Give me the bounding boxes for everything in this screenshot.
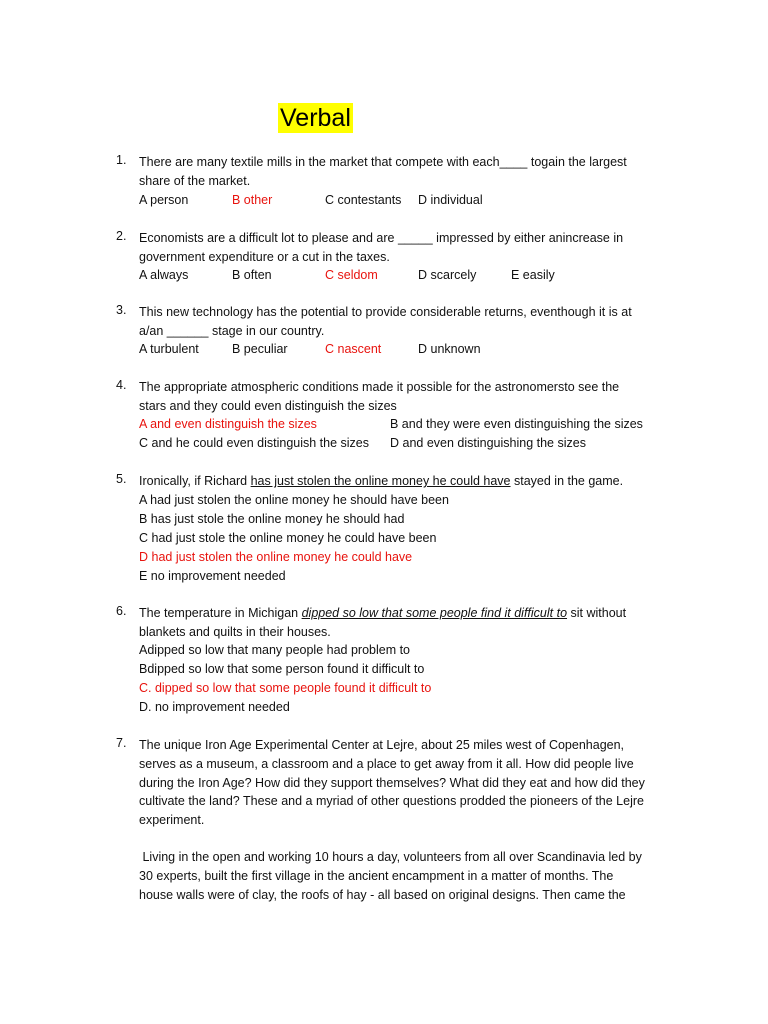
answer-option: D. no improvement needed: [139, 700, 290, 714]
answer-option-correct: C nascent: [325, 342, 382, 356]
passage-line: Living in the open and working 10 hours a day, volunteers from all over Scandinavia led by: [139, 850, 642, 864]
question-number: 7.: [116, 736, 127, 750]
answer-option-correct: B other: [232, 193, 273, 207]
question-number: 5.: [116, 472, 127, 486]
answer-option: B has just stole the online money he should had: [139, 512, 405, 526]
answer-option: C contestants: [325, 193, 402, 207]
underlined-phrase: has just stolen the online money he could have: [250, 474, 511, 488]
answer-option: B often: [232, 268, 272, 282]
question-text-pre: The temperature in Michigan: [139, 606, 302, 620]
passage-line: house walls were of clay, the roofs of hay - all based on original designs. Then came the: [139, 888, 626, 902]
answer-option-correct: C. dipped so low that some people found it difficult to: [139, 681, 432, 695]
answer-option: B peculiar: [232, 342, 288, 356]
answer-option-correct: D had just stolen the online money he could have: [139, 550, 413, 564]
question-text-line: a/an ______ stage in our country.: [139, 324, 325, 338]
question-text-line: blankets and quilts in their houses.: [139, 625, 331, 639]
answer-option: D unknown: [418, 342, 481, 356]
passage-line: 30 experts, built the first village in the ancient encampment in a matter of months. The: [139, 869, 614, 883]
question-number: 3.: [116, 303, 127, 317]
answer-option: A had just stolen the online money he should have been: [139, 493, 449, 507]
question-text-line: This new technology has the potential to provide considerable returns, eventhough it is at: [139, 305, 632, 319]
answer-option: B and they were even distinguishing the sizes: [390, 417, 643, 431]
question-text-post: stayed in the game.: [510, 474, 624, 488]
answer-option: Bdipped so low that some person found it difficult to: [139, 662, 425, 676]
question-text-line: [139, 604, 626, 622]
answer-option-correct: C seldom: [325, 268, 378, 282]
question-text-line: stars and they could even distinguish the sizes: [139, 399, 397, 413]
question-number: 2.: [116, 229, 127, 243]
passage-line: during the Iron Age? How did they support themselves? What did they eat and how did they: [139, 776, 645, 790]
answer-option: E no improvement needed: [139, 569, 286, 583]
answer-option: C had just stole the online money he could have been: [139, 531, 437, 545]
passage-line: serves as a museum, a classroom and a place to get away from it all. How did people live: [139, 757, 634, 771]
answer-option: A person: [139, 193, 189, 207]
question-number: 6.: [116, 604, 127, 618]
question-text-line: share of the market.: [139, 174, 251, 188]
page-title: Verbal: [280, 104, 351, 132]
answer-option: C and he could even distinguish the sizes: [139, 436, 370, 450]
underlined-phrase: dipped so low that some people find it difficult to: [301, 606, 568, 620]
question-text-line: The appropriate atmospheric conditions made it possible for the astronomersto see the: [139, 380, 620, 394]
question-number: 1.: [116, 153, 127, 167]
answer-option: D individual: [418, 193, 483, 207]
question-text-post: sit without: [567, 606, 627, 620]
passage-line: experiment.: [139, 813, 205, 827]
question-text-line: Economists are a difficult lot to please and are _____ impressed by either anincrease in: [139, 231, 624, 245]
answer-option: Adipped so low that many people had problem to: [139, 643, 411, 657]
passage-line: cultivate the land? These and a myriad of other questions prodded the pioneers of the Lejre: [139, 794, 644, 808]
answer-option-correct: A and even distinguish the sizes: [139, 417, 317, 431]
question-text-line: There are many textile mills in the market that compete with each____ togain the largest: [139, 155, 627, 169]
question-text-pre: Ironically, if Richard: [139, 474, 251, 488]
question-text-line: [139, 472, 623, 490]
answer-option: A always: [139, 268, 189, 282]
answer-option: A turbulent: [139, 342, 199, 356]
answer-option: D scarcely: [418, 268, 477, 282]
passage-line: The unique Iron Age Experimental Center at Lejre, about 25 miles west of Copenhagen,: [139, 738, 625, 752]
answer-option: E easily: [511, 268, 555, 282]
question-number: 4.: [116, 378, 127, 392]
question-text-line: government expenditure or a cut in the taxes.: [139, 250, 390, 264]
answer-option: D and even distinguishing the sizes: [390, 436, 586, 450]
